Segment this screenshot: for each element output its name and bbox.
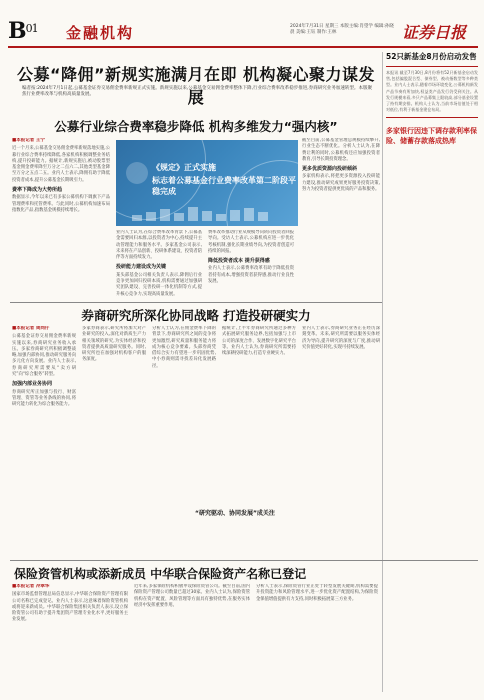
section2-headline[interactable]: 券商研究所深化协同战略 打造投研硬实力	[81, 308, 311, 323]
section2-col3	[152, 326, 216, 506]
section2-col1-subhead: 加强内部业务协同	[12, 381, 53, 388]
section3-col2-text: 近年来,多家保险机构积极申设保险资管公司。截至目前,国内保险资产管理公司数量已超过30家。业内人士认为,保险资管机构在资产配置、风险管理等方面具有独特优势,在服务实体经济中发挥重要作用。	[134, 584, 250, 608]
section2-col4	[222, 326, 296, 506]
image-decoration	[132, 202, 282, 216]
index-second-headline[interactable]: 多家银行因违下调存款利率保险、储蓄存款落成热库	[386, 127, 477, 146]
section1-col3	[208, 230, 294, 300]
section2-col5-text: 业内人士表示,券商研究业务正在经历深刻变革。未来,研究所需要以服务实体经济为导向,提升研究的深度与广度,推动研究价值更好转化,实现可持续发展。	[302, 326, 380, 350]
section3-col3-text: 分析人士表示,保险资管行业正处于转型发展关键期,机构需要提升投资能力和风险管理水平,进一步优化资产配置结构,为保险资金保值增值提供有力支持,同时积极拓展第三方业务。	[256, 584, 378, 602]
masthead	[0, 0, 484, 46]
section1-col1-more: 数据显示,今年以来已有多家公募机构下调旗下产品管理费率和托管费率。与此同时,公募机构加速布局指数化产品,指数基金规模持续增长。	[12, 195, 110, 213]
section1-col3-more: 业内人士表示,公募费率改革有助于降低投资者持有成本,增强投资者获得感,推动行业良性发展。	[208, 266, 294, 285]
image-caption-subtitle: 标志着公募基金行业费率改革第二阶段平稳完成	[152, 176, 296, 196]
section3-col3	[256, 584, 378, 696]
section1-col3-text: 费率改革推动行业从规模导向转向投资者回报导向。受访人士表示,公募机构应进一步优化考核机制,强化长期业绩导向,为投资者创造可持续的回报。	[208, 230, 294, 254]
section1-col1-subhead: 费率下降成为大势所趋	[12, 187, 63, 194]
index-rule-2	[386, 117, 478, 118]
section1-col2-more: 某头部基金公司相关负责人表示,降佣后行业竞争更加回归投研本质,机构需要通过加强研究团队建设、完善投研一体化机制等方式,提升核心竞争力,实现高质量发展。	[116, 272, 202, 297]
section3-col1	[12, 584, 128, 696]
section3-col2	[134, 584, 250, 696]
image-badge-icon	[126, 162, 148, 184]
section1-col4	[302, 138, 380, 300]
section2-byline: ■本报记者 周尚仔	[12, 326, 50, 331]
section-divider	[10, 560, 478, 561]
section1-col3-subhead: 降低投资者成本 提升获得感	[208, 258, 270, 265]
section3-headline[interactable]: 保险资管机构或添新成员 中华联合保险资产名称已登记	[14, 567, 307, 581]
section3-byline: ■本报记者 冷翠华	[12, 584, 50, 589]
section1-col4-subhead: 更多优质资源向投研倾斜	[302, 166, 358, 173]
page-number: 01	[25, 22, 38, 35]
section2-col1-more: 券商研究所正加强与投行、财富管理、资管等业务条线的协同,将研究能力转化为综合服务能力。	[12, 389, 76, 408]
page-letter: B	[8, 18, 26, 44]
column-divider	[382, 52, 383, 692]
masthead-rule	[8, 46, 478, 48]
dateline: 2024年7月31日 星期三 本版主编:肖望学 编辑:孙晓晨 美编:王钰 制作:王林	[290, 24, 394, 35]
section1-col4-text: 截至目前,公募基金管理总规模持续攀升,行业生态不断优化。分析人士认为,在降费让利的同时,公募机构还应加强投资者教育,引导长期投资理念。	[302, 138, 380, 162]
section1-headline[interactable]: 公募行业综合费率稳步降低 机构多维发力“强内核”	[54, 119, 338, 134]
section2-col1-text: 公募基金证券交易佣金费率新规实施以来,券商研究业务收入承压。多家券商研究所积极调整战略,加强内部协同,推动研究服务向多元化方向发展。业内人士表示,券商研究所需要从“卖方研究”向“综合服务”转型。	[12, 334, 76, 378]
section1-col2	[116, 230, 202, 300]
section1-byline: ■本报记者 王宁	[12, 138, 45, 143]
section2-col2	[82, 326, 146, 558]
main-headline[interactable]: 公募“降佣”新规实施满月在即 机构凝心聚力谋发展	[16, 65, 376, 107]
index-column	[386, 52, 478, 146]
section2-col2-text: 多家券商表示,研究所将加大对产业研究的投入,深化对新质生产力相关领域的研究,为实体经济和投资者提供高质量研究服务。同时,研究所也在加强对机构客户的服务深度。	[82, 326, 146, 363]
section1-col1	[12, 138, 110, 300]
section2-col1	[12, 326, 76, 558]
image-caption-title: 《规定》正式实施	[152, 163, 216, 172]
section1-col1-text: 近一个月来,公募基金交易佣金费率新规落地实施,公募行业综合费率持续降低,各家机构积极调整业务结构,提升投研能力。据统计,新规实施后,被动股票型基金佣金费率降至万分之二点六二,其他类型基金降至万分之五点二五。业内人士表示,降佣有助于降低投资者成本,提升公募基金长期吸引力。	[12, 146, 110, 183]
section2-col4-text: 据统计,上半年券商研究所通过多种方式拓展研究服务边界,包括加强与上市公司的深度合作、发展数字化研究平台等。业内人士认为,券商研究所需要持续深耕投研能力,打造专业硬实力。	[222, 326, 296, 357]
section3-col1-text: 国家市场监督管理总局信息显示,中华联合保险资产管理有限公司名称已完成登记。业内人士表示,这意味着保险资管机构或将迎来新成员。中华联合保险集团相关负责人表示,设立保险资管公司有助于提升集团资产管理专业化水平,更好服务主业发展。	[12, 592, 128, 623]
feature-image	[116, 140, 298, 226]
main-lede: 编者按:2024年7月1日起,公募基金证券交易佣金费率新规正式实施。新规实施以来,公募基金交易佣金费率整体下降,行业综合费率改革稳步推进,券商研究业务加速转型。本版聚焦行业费率改革与机构高质量发展。	[22, 86, 372, 97]
pull-quote: “研究驱动、协同发展”成关注	[195, 510, 275, 517]
index-rule	[386, 66, 478, 67]
index-body: 本报讯 截至7月30日,8月份将有52只新基金启动发售,包括偏股混合型、债券型、被动指数型等多种类型。业内人士表示,随着市场环境变化,公募机构新发产品节奏有所加快,权益类产品发行仍受到关注。从发行规模来看,多只产品募集上限较高,部分基金设置了持有期安排。机构人士认为,当前市场估值处于相对低位,有利于新基金建仓布局。	[386, 70, 478, 113]
index-headline[interactable]: 52只新基金8月份启动发售	[386, 52, 477, 61]
section1-col2-subhead: 投研能力建设成为关键	[116, 264, 167, 271]
section1-col2-text: 业内人士认为,在综合费率改革背景下,公募基金需要回归本源,以投资者为中心,持续提升主动管理能力和服务水平。多家基金公司表示,未来将在产品创新、投研体系建设、投资者陪伴等方面持续发力。	[116, 230, 202, 261]
section2-col3-text: 分析人士认为,在佣金费率下降的背景下,券商研究所之间的竞争将更加激烈,研究质量和服务能力将成为核心竞争要素。头部券商凭借综合实力有望进一步巩固优势,中小券商则需寻找差异化发展路径。	[152, 326, 216, 369]
page-code	[8, 18, 38, 44]
section-divider	[10, 302, 382, 303]
brand-logo: 证券日报	[402, 23, 467, 42]
section2-col5	[302, 326, 380, 558]
section1-col4-more: 多家机构表示,将把更多资源投入投研能力建设,推动研究成果更好服务投资决策,努力为投资者提供更优质的产品和服务。	[302, 174, 380, 193]
section-name: 金融机构	[66, 24, 135, 42]
